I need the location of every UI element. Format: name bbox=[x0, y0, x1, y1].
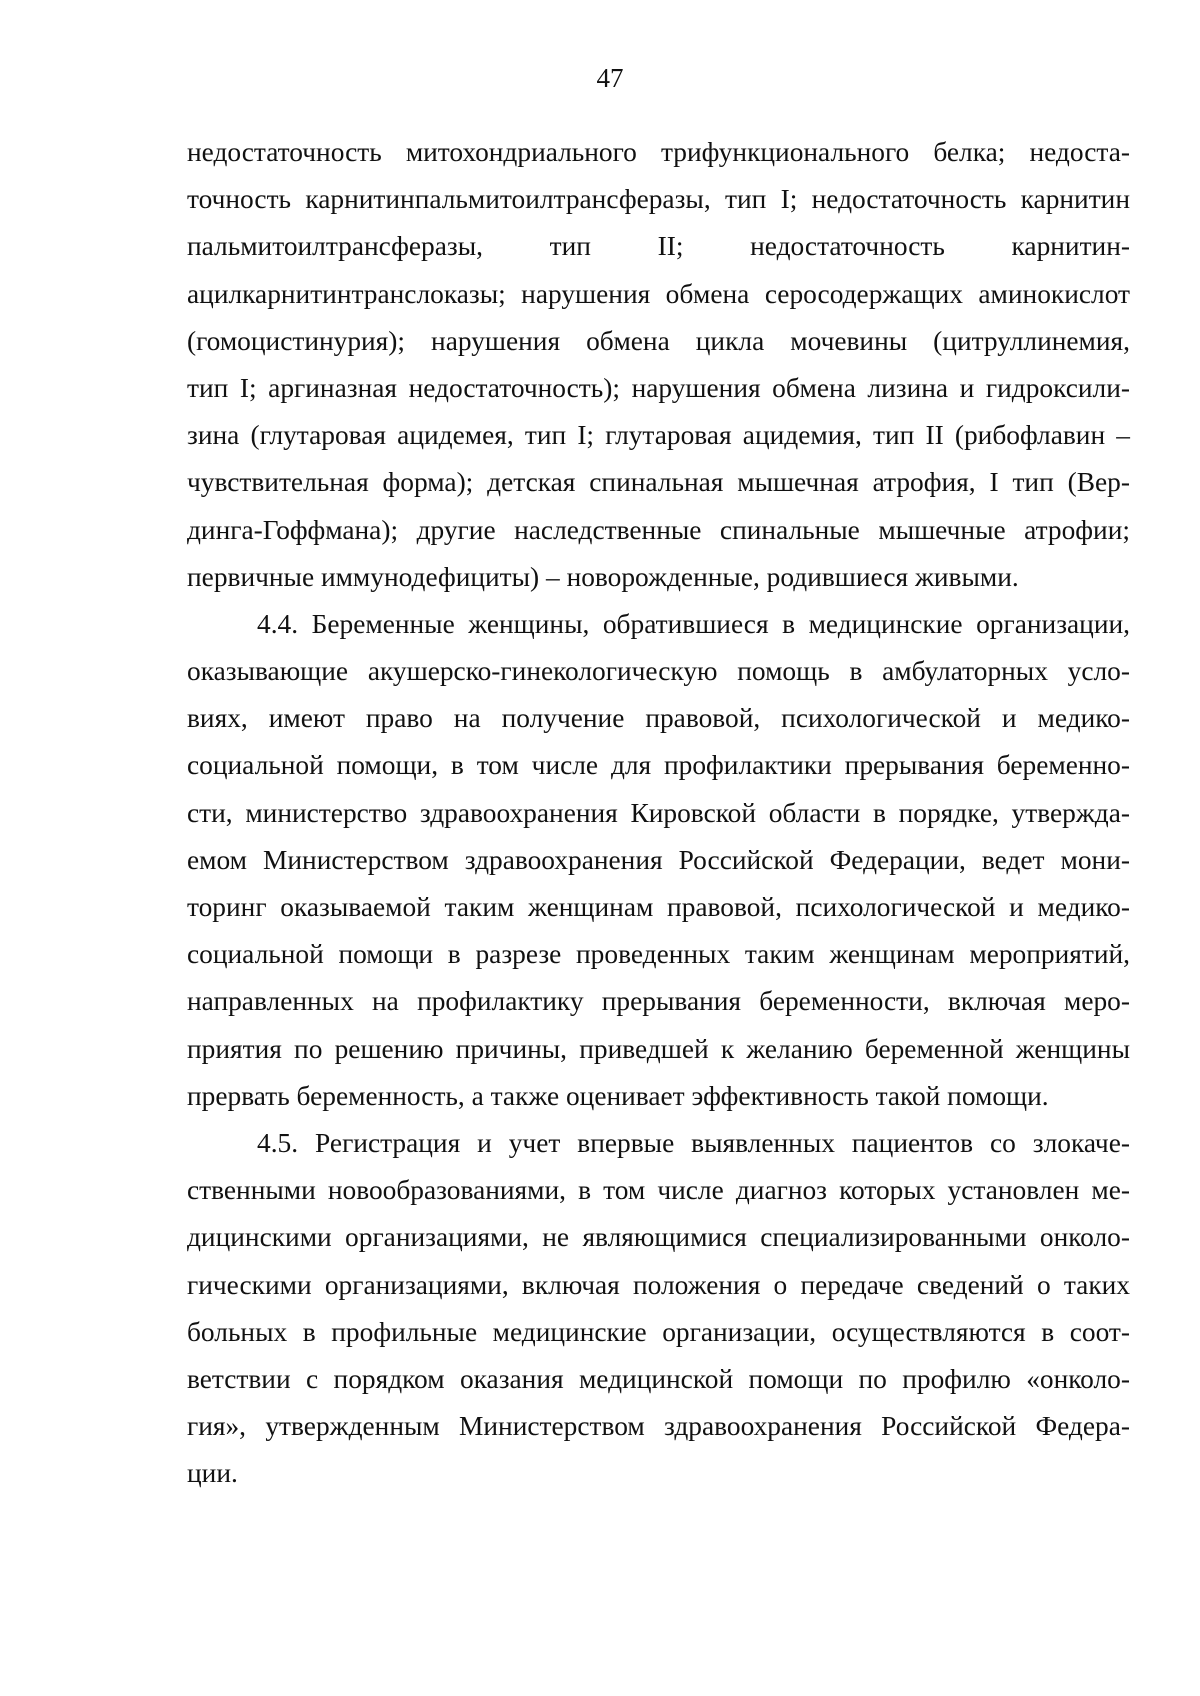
text-line: приятия по решению причины, приведшей к желанию беременной женщины bbox=[187, 1033, 1130, 1064]
text-line: больных в профильные медицинские организации, осуществляются в соот- bbox=[187, 1316, 1130, 1347]
text-line: ственными новообразованиями, в том числе диагноз которых установлен ме- bbox=[187, 1175, 1130, 1206]
text-line: динга-Гоффмана); другие наследственные спинальные мышечные атрофии; bbox=[187, 514, 1130, 545]
document-body bbox=[187, 129, 1130, 1497]
text-line: торинг оказываемой таким женщинам правовой, психологической и медико- bbox=[187, 892, 1130, 922]
text-line: пальмитоилтрансферазы, тип II; недостаточность карнитин- bbox=[187, 231, 1130, 262]
text-line: зина (глутаровая ацидемея, тип I; глутаровая ацидемия, тип II (рибофлавин – bbox=[187, 420, 1130, 451]
text-line: ветствии с порядком оказания медицинской помощи по профилю «онколо- bbox=[187, 1363, 1130, 1394]
text-line: емом Министерством здравоохранения Российской Федерации, ведет мони- bbox=[187, 844, 1130, 875]
text-line: ции. bbox=[187, 1458, 238, 1489]
paragraph-section-4-5 bbox=[187, 1120, 1130, 1498]
text-line: сти, министерство здравоохранения Кировской области в порядке, утвержда- bbox=[187, 797, 1130, 828]
text-line: ацилкарнитинтранслоказы; нарушения обмена серосодержащих аминокислот bbox=[187, 278, 1130, 309]
text-line: прервать беременность, а также оценивает эффективность такой помощи. bbox=[187, 1080, 1049, 1111]
text-line: оказывающие акушерско-гинекологическую помощь в амбулаторных усло- bbox=[187, 656, 1130, 687]
text-line: тип I; аргиназная недостаточность); нарушения обмена лизина и гидроксили- bbox=[187, 372, 1130, 403]
paragraph-section-4-4 bbox=[187, 601, 1130, 1120]
text-line: первичные иммунодефициты) – новорожденные, родившиеся живыми. bbox=[187, 561, 1019, 592]
text-line: направленных на профилактику прерывания беременности, включая меро- bbox=[187, 986, 1130, 1017]
text-line: (гомоцистинурия); нарушения обмена цикла мочевины (цитруллинемия, bbox=[187, 325, 1130, 356]
text-line: точность карнитинпальмитоилтрансферазы, тип I; недостаточность карнитин bbox=[187, 184, 1130, 215]
text-line: недостаточность митохондриального трифункционального белка; недоста- bbox=[187, 137, 1130, 167]
text-line: 4.4. Беременные женщины, обратившиеся в медицинские организации, bbox=[257, 608, 1130, 639]
text-line: социальной помощи, в том числе для профилактики прерывания беременно- bbox=[187, 750, 1130, 781]
text-line: дицинскими организациями, не являющимися специализированными онколо- bbox=[187, 1222, 1130, 1253]
text-line: социальной помощи в разрезе проведенных таким женщинам мероприятий, bbox=[187, 939, 1130, 970]
paragraph-continuation bbox=[187, 129, 1130, 601]
page-number: 47 bbox=[596, 63, 624, 93]
text-line: чувствительная форма); детская спинальная мышечная атрофия, I тип (Вер- bbox=[187, 467, 1130, 498]
text-line: виях, имеют право на получение правовой, психологической и медико- bbox=[187, 703, 1130, 734]
text-line: гия», утвержденным Министерством здравоохранения Российской Федера- bbox=[187, 1411, 1130, 1442]
text-line: гическими организациями, включая положения о передаче сведений о таких bbox=[187, 1269, 1130, 1300]
text-line: 4.5. Регистрация и учет впервые выявленных пациентов со злокаче- bbox=[257, 1127, 1130, 1158]
